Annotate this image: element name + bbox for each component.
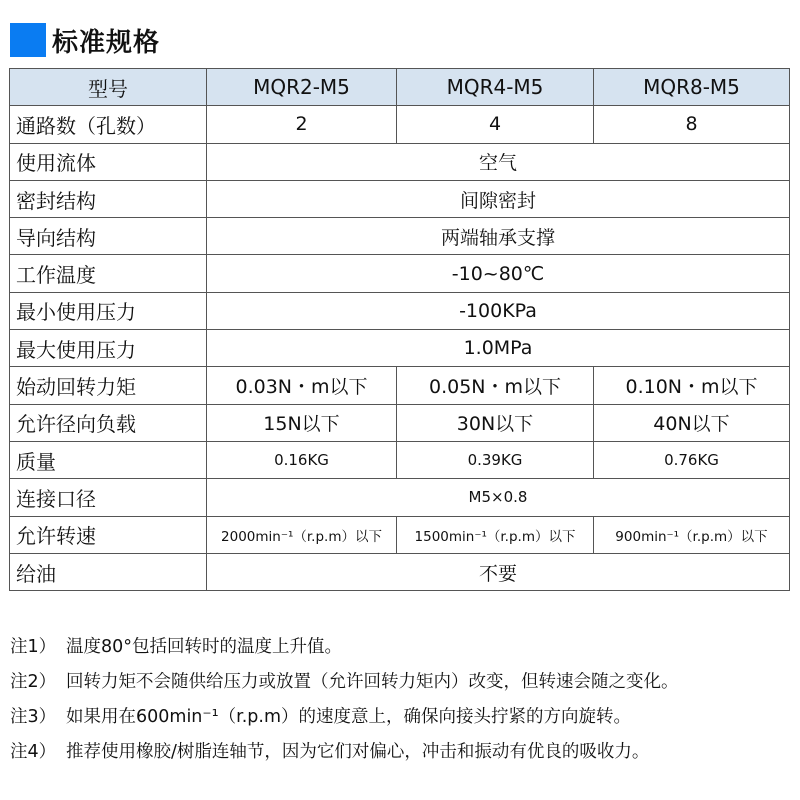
- model-label: 型号: [10, 69, 207, 106]
- row-label: 始动回转力矩: [10, 367, 207, 404]
- cell-value: 15N以下: [207, 404, 397, 441]
- table-row: [10, 404, 790, 441]
- model-name: MQR2-M5: [207, 69, 397, 106]
- cell-value: 2000min⁻¹（r.p.m）以下: [207, 516, 397, 553]
- cell-value: 30N以下: [397, 404, 594, 441]
- row-label: 最大使用压力: [10, 330, 207, 367]
- cell-value: 间隙密封: [207, 180, 790, 217]
- note-text: 推荐使用橡胶/树脂连轴节，因为它们对偏心，冲击和振动有优良的吸收力。: [66, 742, 650, 762]
- table-row: [10, 441, 790, 478]
- note-item: [10, 665, 679, 700]
- section-header: [10, 22, 160, 58]
- table-row: [10, 292, 790, 329]
- row-label: 密封结构: [10, 180, 207, 217]
- table-row: [10, 553, 790, 590]
- row-label: 允许径向负载: [10, 404, 207, 441]
- row-label: 最小使用压力: [10, 292, 207, 329]
- model-name: MQR4-M5: [397, 69, 594, 106]
- note-number: 注1）: [10, 637, 57, 657]
- cell-value: 1.0MPa: [207, 330, 790, 367]
- table-row: [10, 479, 790, 516]
- cell-value: 空气: [207, 143, 790, 180]
- cell-value: M5×0.8: [207, 479, 790, 516]
- note-text: 温度80°包括回转时的温度上升值。: [66, 637, 343, 657]
- note-item: [10, 700, 679, 735]
- table-row: [10, 255, 790, 292]
- cell-value: 0.76KG: [594, 441, 790, 478]
- cell-value: 两端轴承支撑: [207, 218, 790, 255]
- cell-value: 不要: [207, 553, 790, 590]
- cell-value: 0.10N・m以下: [594, 367, 790, 404]
- cell-value: 900min⁻¹（r.p.m）以下: [594, 516, 790, 553]
- cell-value: 0.03N・m以下: [207, 367, 397, 404]
- table-header-row: [10, 69, 790, 106]
- table-row: [10, 143, 790, 180]
- cell-value: 1500min⁻¹（r.p.m）以下: [397, 516, 594, 553]
- table-row: [10, 106, 790, 143]
- table-row: [10, 367, 790, 404]
- cell-value: 0.05N・m以下: [397, 367, 594, 404]
- table-row: [10, 180, 790, 217]
- row-label: 通路数（孔数）: [10, 106, 207, 143]
- table-row: [10, 516, 790, 553]
- cell-value: -10~80℃: [207, 255, 790, 292]
- row-label: 使用流体: [10, 143, 207, 180]
- row-label: 质量: [10, 441, 207, 478]
- cell-value: 40N以下: [594, 404, 790, 441]
- row-label: 给油: [10, 553, 207, 590]
- cell-value: 2: [207, 106, 397, 143]
- row-label: 允许转速: [10, 516, 207, 553]
- row-label: 导向结构: [10, 218, 207, 255]
- table-row: [10, 218, 790, 255]
- table-row: [10, 330, 790, 367]
- row-label: 连接口径: [10, 479, 207, 516]
- note-number: 注3）: [10, 707, 57, 727]
- note-number: 注2）: [10, 672, 57, 692]
- note-item: [10, 630, 679, 665]
- note-text: 回转力矩不会随供给压力或放置（允许回转力矩内）改变，但转速会随之变化。: [66, 672, 679, 692]
- note-text: 如果用在600min⁻¹（r.p.m）的速度意上，确保向接头拧紧的方向旋转。: [66, 707, 632, 727]
- title-marker: [10, 23, 46, 57]
- page-title: 标准规格: [52, 27, 161, 58]
- model-name: MQR8-M5: [594, 69, 790, 106]
- cell-value: 8: [594, 106, 790, 143]
- cell-value: 0.39KG: [397, 441, 594, 478]
- note-item: [10, 735, 679, 770]
- row-label: 工作温度: [10, 255, 207, 292]
- cell-value: 4: [397, 106, 594, 143]
- cell-value: -100KPa: [207, 292, 790, 329]
- note-number: 注4）: [10, 742, 57, 762]
- cell-value: 0.16KG: [207, 441, 397, 478]
- spec-table: [9, 68, 790, 591]
- notes-section: [10, 630, 679, 770]
